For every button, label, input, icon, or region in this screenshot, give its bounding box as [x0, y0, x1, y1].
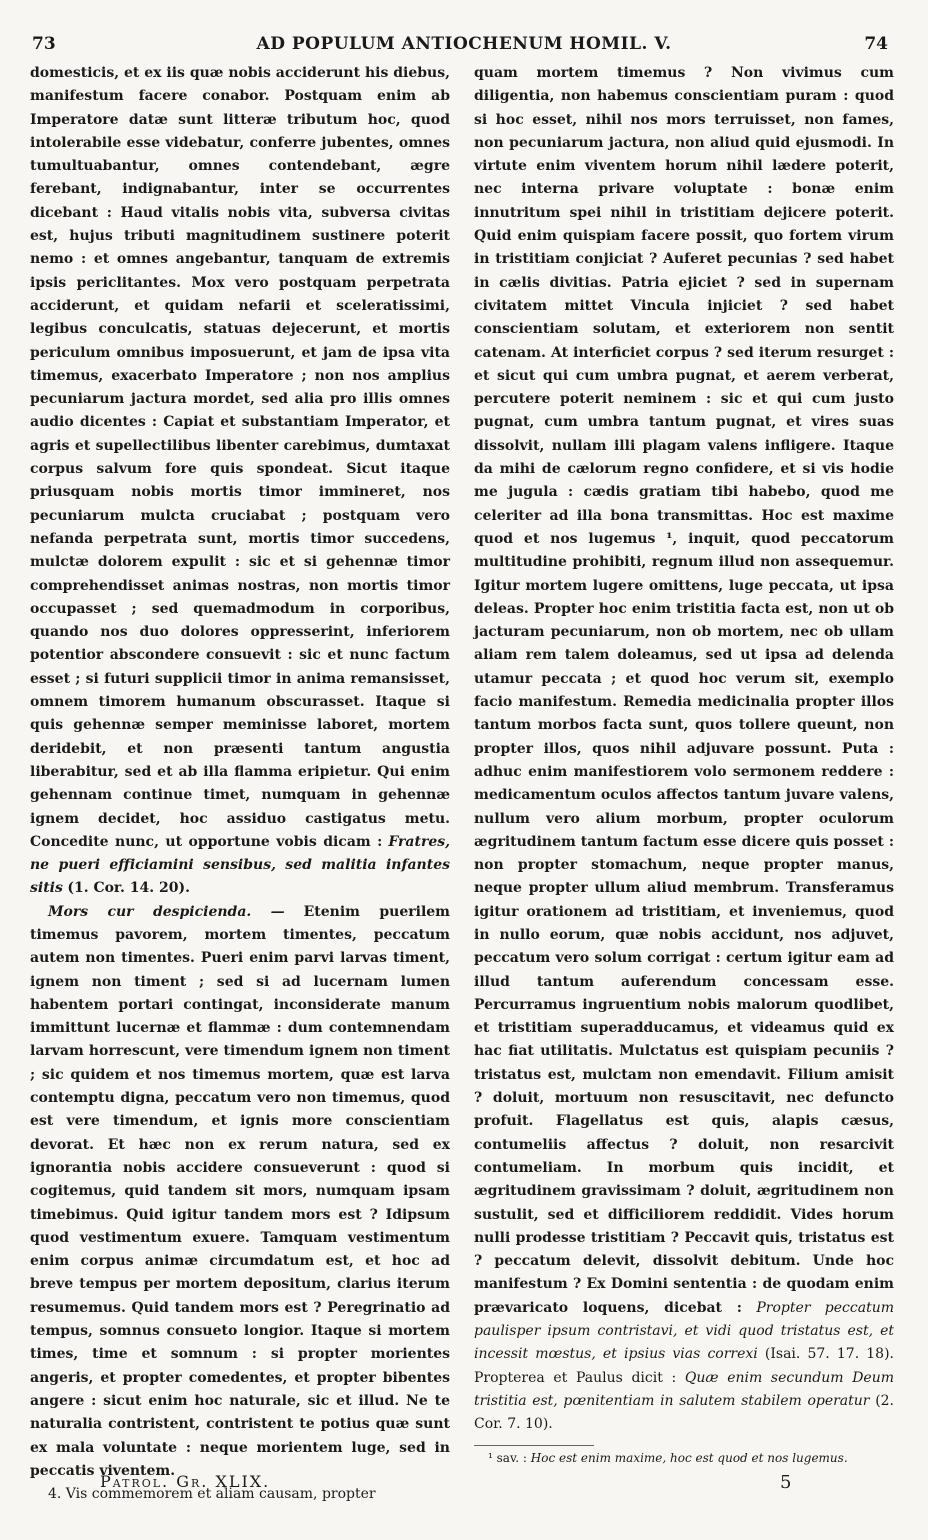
- section-heading: Mors cur despicienda. —: [48, 903, 285, 920]
- right-quote-1: Propter peccatum paulisper ipsum contristavi, et vidi quod tristatus est, et incessit mœstus, et ipsius vias correxi: [474, 1299, 895, 1363]
- printer-signature: Patrol. Gr. XLIX.: [100, 1472, 271, 1491]
- right-paragraph-1-text: quam mortem timemus ? Non vivimus cum diligentia, non habemus conscientiam puram : quod si hoc esset, nihil nos mors terruisset, non fames, non pecuniarum jactura, non aliud quid ejusmodi. In virtute enim viventem horum nihil lædere poterit, nec interna privare voluptate : bonæ enim innutritum spei nihil in tristitiam dejicere poterit. Quid enim quispiam facere possit, quo fortem virum in tristitiam conjiciat ? Auferet pecunias ? sed habet in cælis divitias. Patria ejiciet ? sed in supernam civitatem mittet Vincula injiciet ? sed habet conscientiam solutam, et exteriorem non sentit catenam. At interficiet corpus ? sed iterum resurget : et sicut qui cum umbra pugnat, et aerem verberat, percutere poterit neminem : sic et qui cum justo pugnat, cum umbra tantum pugnat, et vires suas dissolvit, nullam illi plagam valens infligere. Itaque da mihi de cælorum regno confidere, et si vis hodie me jugula : cædis gratiam tibi habebo, quod me celeriter ad illa bona transmittas. Hoc est maxime quod et nos lugemus ¹, inquit, quod peccatorum multitudine prohibiti, regnum illud non assequemur. Igitur mortem lugere omittens, luge peccata, ut ipsa deleas. Propter hoc enim tristitia facta est, non ut ob jacturam pecuniarum, non ob mortem, nec ob ullam aliam rem talem doleamus, sed ut ipsa ad delenda utamur peccata ; et quod hoc verum sit, exemplo facio manifestum. Remedia medicinalia propter illos tantum morbos facta sunt, quos tollere queunt, non propter illos, quos nihil adjuvare possunt. Puta : adhuc enim manifestiorem volo sermonem reddere : medicamentum oculos affectos tantum juvare valens, nullum vero alium morbum, propter oculorum ægritudinem tantum factum esse dicere quis posset : non propter stomachum, neque propter manus, neque propter ullum aliud membrum. Transferamus igitur orationem ad tristitiam, et inveniemus, quod in nullo eorum, quæ nobis accidunt, nos adjuvet, peccatum vero solum corrigat : certum igitur eam ad illud tantum auferendum concessam esse. Percurramus ingruentium nobis malorum quodlibet, et tristitiam superadducamus, et videamus quid ex hac fiat utilitatis. Mulctatus est quispiam pecuniis ? tristatus est, mulctam non emendavit. Filium amisit ? doluit, mortuum non resuscitavit, nec defuncto profuit. Flagellatus est quis, alapis cæsus, contumeliis affectus ? doluit, non resarcivit contumeliam. In morbum quis incidit, et ægritudinem gravissimam ? doluit, ægritudinem non sustulit, sed et difficiliorem reddidit. Vides horum nulli prodesse tristitiam ? Peccavit quis, tristatus est ? peccatum delevit, dissolvit debitum. Unde hoc manifestum ? Ex Domini sententia : de quodam enim prævaricato loquens, dicebat :: [474, 65, 894, 1316]
- right-page-number: 74: [864, 34, 888, 54]
- right-paragraph-1: [474, 62, 894, 1437]
- footnote: [474, 1450, 894, 1467]
- left-paragraph-3-text: 4. Vis commemorem et aliam causam, propter: [48, 1486, 376, 1503]
- left-paragraph-2: [30, 901, 450, 1483]
- running-header: [0, 34, 928, 58]
- left-page-number: 73: [32, 34, 56, 54]
- right-quote-2-ref: (2. Cor. 7. 10).: [474, 1392, 895, 1433]
- left-paragraph-1-text: domesticis, et ex iis quæ nobis acciderunt his diebus, manifestum facere conabor. Postquam enim ab Imperatore datæ sunt litteræ tributum hoc, quod intolerabile esse videbatur, conferre jubentes, omnes tumultuabantur, omnes contendebant, ægre ferebant, indignabantur, inter se occurrentes dicebant : Haud vitalis nobis vita, subversa civitas est, hujus tributi magnitudinem sustinere poterit nemo : et omnes angebantur, tanquam de extremis ipsis periclitantes. Mox vero postquam perpetrata acciderunt, et quidam nefarii et sceleratissimi, legibus conculcatis, statuas dejecerunt, et mortis periculum omnibus imposuerunt, et jam de ipsa vita timemus, exacerbato Imperatore ; non nos amplius pecuniarum jactura mordet, sed alia pro illis omnes audio dicentes : Capiat et substantiam Imperator, et agris et supellectilibus libenter carebimus, dumtaxat corpus salvum fore quis spondeat. Sicut itaque priusquam nobis mortis timor immineret, nos pecuniarum mulcta cruciabat ; postquam vero nefanda perpetrata sunt, mortis timor succedens, mulctæ dolorem expulit : sic et si gehennæ timor comprehendisset animas nostras, non mortis timor occupasset ; sed quemadmodum in corporibus, quando nos duo dolores oppresserint, inferiorem potentior abscondere consuevit : sic et nunc factum esset ; si futuri supplicii timor in anima remansisset, omnem timorem humanum obscurasset. Itaque si quis gehennæ semper meminisse laboret, mortem deridebit, et non præsenti tantum angustia liberabitur, sed et ab illa flamma eripietur. Qui enim gehennam continue timet, numquam in gehennæ ignem decidet, hoc assiduo castigatus metu. Concedite nunc, ut opportune vobis dicam :: [30, 65, 450, 850]
- left-quote: Fratres, ne pueri efficiamini sensibus, sed malitia infantes sitis: [30, 833, 451, 897]
- left-paragraph-2-text: Etenim puerilem timemus pavorem, mortem timentes, peccatum autem non timentes. Pueri enim parvi larvas timent, ignem non timent ; sed si ad lucernam lumen habentem portari contingat, inconsiderate manum immittunt lucernæ et flammæ : dum contemnendam larvam horrescunt, vere timendum ignem non timent ; sic quidem et nos timemus mortem, quæ est larva contemptu digna, peccatum vero non timemus, quod est vere timendum, et ignis more conscientiam devorat. Et hæc non ex rerum natura, sed ex ignorantia nobis accidere consueverunt : quod si cogitemus, quid tandem sit mors, numquam ipsam timebimus. Quid igitur tandem mors est ? Idipsum quod vestimentum exuere. Tamquam vestimentum enim corpus animæ circumdatum est, et hoc ad breve tempus per mortem depositum, clarius iterum resumemus. Quid tandem mors est ? Peregrinatio ad tempus, somnus consueto longior. Itaque si mortem times, time et somnum : si propter morientes angeris, et propter comedentes, et propter bibentes angere : sicut enim hoc naturale, sic et illud. Ne te naturalia contristent, contristent te potius quæ sunt ex mala voluntate : neque morientem luge, sed in peccatis viventem.: [30, 903, 450, 1479]
- left-quote-ref: (1. Cor. 14. 20).: [67, 880, 190, 897]
- footnote-mark: ¹ sav. :: [488, 1450, 527, 1465]
- footnote-text: Hoc est enim maxime, hoc est quod et nos lugemus.: [530, 1450, 848, 1465]
- footnote-divider: [474, 1445, 594, 1446]
- left-paragraph-1: [30, 62, 450, 901]
- right-column: [474, 62, 894, 1467]
- right-quote-2: Quæ enim secundum Deum tristitia est, pœnitentiam in salutem stabilem operatur: [474, 1369, 894, 1409]
- gathering-number: 5: [780, 1472, 792, 1493]
- running-title: AD POPULUM ANTIOCHENUM HOMIL. V.: [256, 34, 672, 54]
- right-quote-1-ref: (Isai. 57. 17. 18). Propterea et Paulus dicit :: [474, 1346, 895, 1386]
- left-column: [30, 62, 450, 1506]
